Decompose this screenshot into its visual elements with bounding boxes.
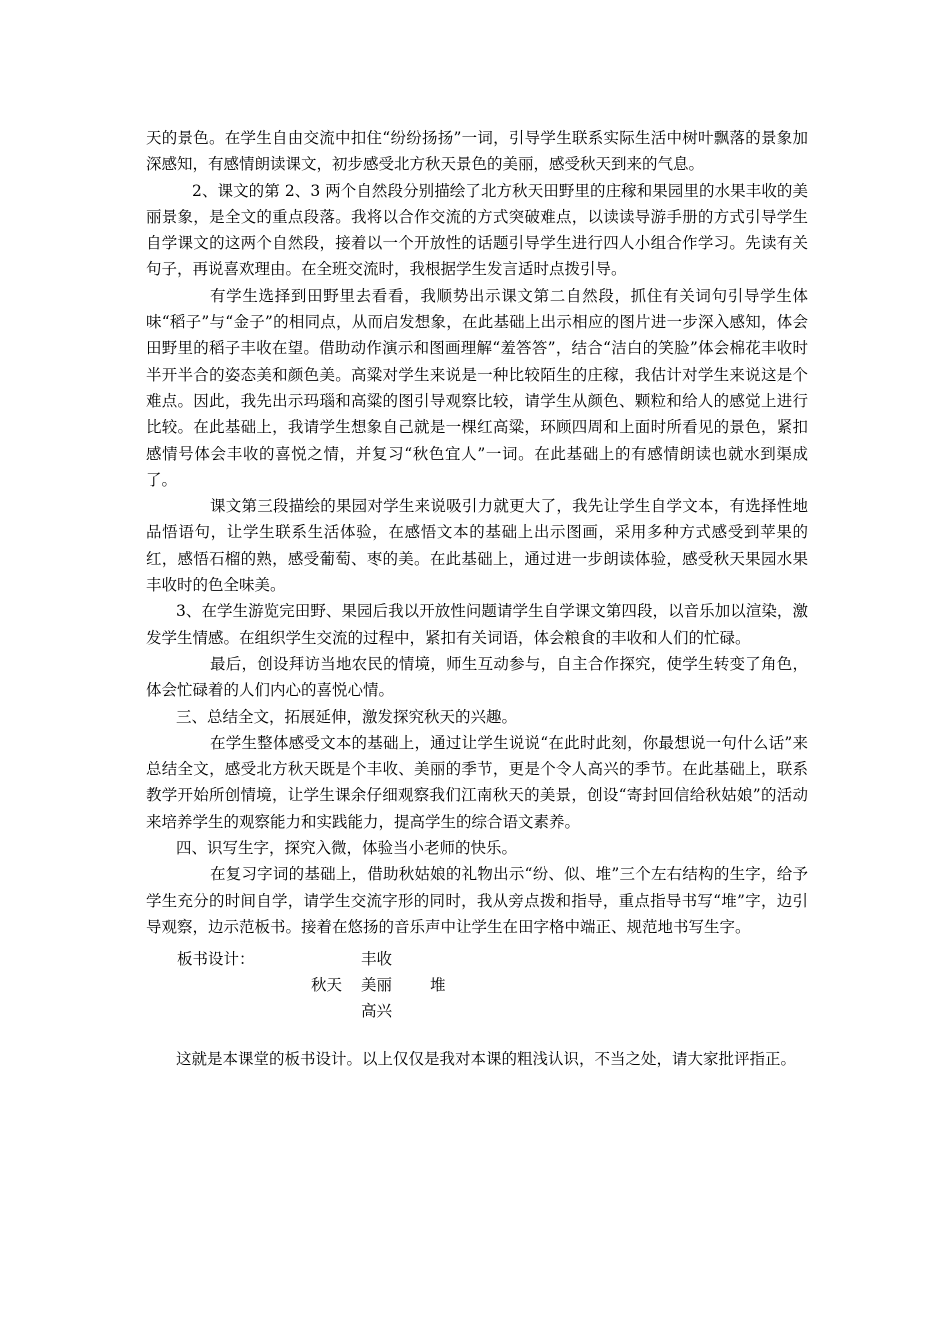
heading-characters: 四、识写生字，探究入微，体验当小老师的快乐。 — [176, 839, 518, 858]
paragraph-closing: 这就是本课堂的板书设计。以上仅仅是我对本课的粗浅认识，不当之处，请大家批评指正。 — [176, 1050, 797, 1068]
paragraph-summary: 在学生整体感受文本的基础上，通过让学生说说“在此时此刻，你最想说一句什么话”来总结全文，感受北方秋天既是个丰收、美丽的季节，更是个令人高兴的季节。在此基础上，联系教学开始所创情境，让学生课余仔细观察我们江南秋天的美景，创设“寄封回信给秋姑娘”的活动来培养学生的观察能力和实践能力，提高学生的综合语文素养。 — [146, 733, 808, 831]
board-word-pile: 堆 — [430, 976, 446, 994]
board-word-beautiful: 美丽 — [361, 976, 393, 994]
paragraph-section-3: 3、在学生游览完田野、果园后我以开放性问题请学生自学课文第四段，以音乐加以渲染，激发学生情感。在组织学生交流的过程中，紧扣有关词语，体会粮食的丰收和人们的忙碌。 — [146, 602, 808, 647]
heading-summary: 三、总结全文，拓展延伸，激发探究秋天的兴趣。 — [176, 707, 518, 726]
body-text — [146, 125, 808, 940]
board-word-harvest: 丰收 — [361, 950, 393, 968]
paragraph-characters: 在复习字词的基础上，借助秋姑娘的礼物出示“纷、似、堆”三个左右结构的生字，给予学生充分的时间自学，请学生交流字形的同时，我从旁点拨和指导，重点指导书写“堆”字，边引导观察，边示范板书。接着在悠扬的音乐声中让学生在田字格中端正、规范地书写生字。 — [146, 865, 808, 936]
paragraph-fields: 有学生选择到田野里去看看，我顺势出示课文第二自然段，抓住有关词句引导学生体味“稻子”与“金子”的相同点，从而启发想象，在此基础上出示相应的图片进一步深入感知，体会田野里的稻子丰收在望。借助动作演示和图画理解“羞答答”，结合“洁白的笑脸”体会棉花丰收时半开半合的姿态美和颜色美。高粱对学生来说是一种比较陌生的庄稼，我估计对学生来说这是个难点。因此，我先出示玛瑙和高粱的图引导观察比较，请学生从颜色、颗粒和给人的感觉上进行比较。在此基础上，我请学生想象自己就是一棵红高粱，环顾四周和上面时所看见的景色，紧扣感情号体会丰收的喜悦之情，并复习“秋色宜人”一词。在此基础上的有感情朗读也就水到渠成了。 — [146, 286, 808, 489]
paragraph-orchard: 课文第三段描绘的果园对学生来说吸引力就更大了，我先让学生自学文本，有选择性地品悟语句，让学生联系生活体验，在感悟文本的基础上出示图画，采用多种方式感受到苹果的红，感悟石榴的熟，感受葡萄、枣的美。在此基础上，通过进一步朗读体验，感受秋天果园水果丰收时的色全味美。 — [146, 497, 808, 595]
paragraph-continuation: 天的景色。在学生自由交流中扣住“纷纷扬扬”一词，引导学生联系实际生活中树叶飘落的景象加深感知，有感情朗读课文，初步感受北方秋天景色的美丽，感受秋天到来的气息。 — [146, 129, 808, 174]
closing-text — [146, 1046, 808, 1072]
board-design-label: 板书设计： — [177, 950, 255, 968]
paragraph-farmers: 最后，创设拜访当地农民的情境，师生互动参与，自主合作探究，使学生转变了角色，体会忙碌着的人们内心的喜悦心情。 — [146, 654, 808, 700]
board-word-happy: 高兴 — [361, 1002, 393, 1020]
board-word-autumn: 秋天 — [311, 976, 343, 994]
paragraph-section-2: 2、课文的第 2、3 两个自然段分别描绘了北方秋天田野里的庄稼和果园里的水果丰收的美丽景象，是全文的重点段落。我将以合作交流的方式突破难点，以读读导游手册的方式引导学生自学课文的这两个自然段，接着以一个开放性的话题引导学生进行四人小组合作学习。先读有关句子，再说喜欢理由。在全班交流时，我根据学生发言适时点拨引导。 — [146, 181, 808, 279]
